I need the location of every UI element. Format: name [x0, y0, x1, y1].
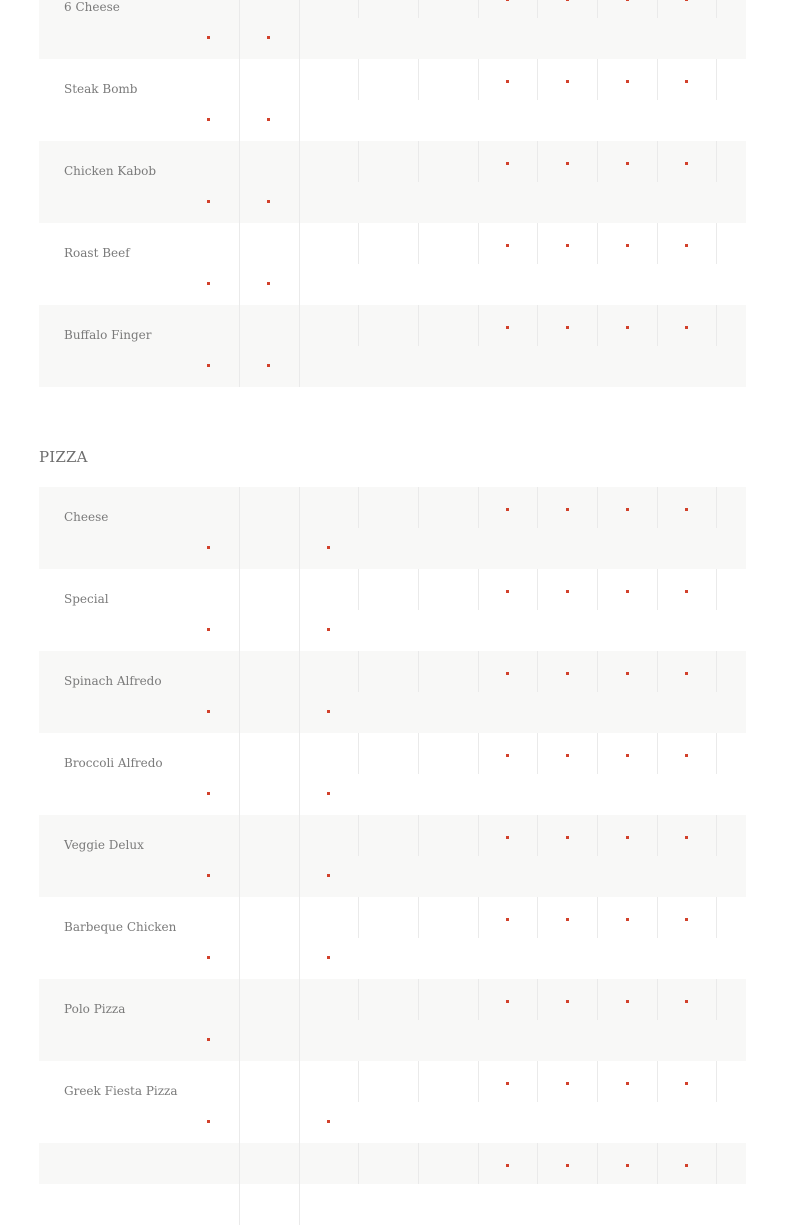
column-divider	[299, 815, 300, 897]
availability-dot	[506, 836, 509, 839]
column-divider	[537, 815, 538, 856]
column-divider	[657, 0, 658, 18]
column-divider	[537, 487, 538, 528]
availability-dot	[207, 956, 210, 959]
menu-row	[39, 305, 746, 387]
column-divider	[657, 979, 658, 1020]
availability-dot	[685, 754, 688, 757]
menu-row	[39, 979, 746, 1061]
availability-dot	[566, 80, 569, 83]
column-divider	[418, 979, 419, 1020]
column-divider	[478, 0, 479, 18]
availability-dot	[566, 1000, 569, 1003]
availability-dot	[207, 1038, 210, 1041]
column-divider	[478, 733, 479, 774]
column-divider	[537, 0, 538, 18]
availability-dot	[685, 162, 688, 165]
availability-dot	[506, 0, 509, 1]
column-divider	[657, 223, 658, 264]
availability-dot	[207, 710, 210, 713]
menu-item-name: 6 Cheese	[64, 0, 120, 14]
availability-dot	[626, 326, 629, 329]
availability-dot	[207, 792, 210, 795]
availability-dot	[267, 36, 270, 39]
column-divider	[299, 487, 300, 569]
availability-dot	[207, 36, 210, 39]
menu-item-name: Spinach Alfredo	[64, 674, 162, 688]
column-divider	[358, 1143, 359, 1184]
availability-dot	[506, 590, 509, 593]
column-divider	[597, 305, 598, 346]
column-divider	[478, 815, 479, 856]
column-divider	[358, 487, 359, 528]
column-divider	[597, 487, 598, 528]
column-divider	[418, 487, 419, 528]
menu-row	[39, 733, 746, 815]
menu-item-name: Polo Pizza	[64, 1002, 126, 1016]
menu-item-name: Greek Fiesta Pizza	[64, 1084, 178, 1098]
column-divider	[358, 897, 359, 938]
column-divider	[716, 1061, 717, 1102]
column-divider	[597, 141, 598, 182]
availability-dot	[626, 1000, 629, 1003]
column-divider	[418, 897, 419, 938]
availability-dot	[685, 0, 688, 1]
availability-dot	[506, 918, 509, 921]
column-divider	[239, 569, 240, 651]
availability-dot	[566, 508, 569, 511]
menu-item-name: Broccoli Alfredo	[64, 756, 163, 770]
availability-dot	[566, 918, 569, 921]
column-divider	[597, 979, 598, 1020]
column-divider	[478, 979, 479, 1020]
column-divider	[597, 1061, 598, 1102]
availability-dot	[207, 200, 210, 203]
availability-dot	[626, 0, 629, 1]
column-divider	[597, 733, 598, 774]
column-divider	[478, 141, 479, 182]
column-divider	[537, 1061, 538, 1102]
column-divider	[657, 59, 658, 100]
column-divider	[418, 651, 419, 692]
column-divider	[299, 897, 300, 979]
column-divider	[657, 487, 658, 528]
column-divider	[239, 733, 240, 815]
menu-item-name: Chicken Kabob	[64, 164, 157, 178]
menu-row	[39, 1143, 746, 1184]
column-divider	[597, 0, 598, 18]
availability-dot	[327, 1120, 330, 1123]
column-divider	[299, 141, 300, 223]
availability-dot	[626, 672, 629, 675]
column-divider	[657, 1061, 658, 1102]
column-divider	[657, 305, 658, 346]
column-divider	[478, 1061, 479, 1102]
column-divider	[358, 141, 359, 182]
column-divider	[299, 1061, 300, 1143]
menu-row	[39, 569, 746, 651]
availability-dot	[566, 0, 569, 1]
column-divider	[299, 733, 300, 815]
column-divider	[239, 1143, 240, 1225]
column-divider	[716, 305, 717, 346]
column-divider	[657, 569, 658, 610]
column-divider	[299, 979, 300, 1061]
column-divider	[358, 979, 359, 1020]
availability-dot	[685, 508, 688, 511]
availability-dot	[506, 162, 509, 165]
column-divider	[418, 59, 419, 100]
column-divider	[716, 59, 717, 100]
column-divider	[418, 1143, 419, 1184]
column-divider	[597, 897, 598, 938]
column-divider	[239, 1061, 240, 1143]
availability-dot	[506, 80, 509, 83]
availability-dot	[566, 754, 569, 757]
column-divider	[716, 141, 717, 182]
column-divider	[597, 59, 598, 100]
subs-menu-table	[39, 0, 746, 387]
availability-dot	[207, 282, 210, 285]
column-divider	[418, 815, 419, 856]
column-divider	[478, 897, 479, 938]
column-divider	[478, 223, 479, 264]
column-divider	[478, 1143, 479, 1184]
availability-dot	[685, 326, 688, 329]
availability-dot	[207, 364, 210, 367]
column-divider	[358, 59, 359, 100]
availability-dot	[685, 836, 688, 839]
column-divider	[239, 223, 240, 305]
menu-row	[39, 487, 746, 569]
availability-dot	[626, 1082, 629, 1085]
availability-dot	[506, 1000, 509, 1003]
column-divider	[537, 59, 538, 100]
column-divider	[418, 0, 419, 18]
column-divider	[716, 1143, 717, 1184]
availability-dot	[327, 546, 330, 549]
menu-row	[39, 1061, 746, 1143]
column-divider	[239, 815, 240, 897]
section-title-pizza: PIZZA	[39, 448, 88, 466]
menu-row	[39, 223, 746, 305]
column-divider	[716, 651, 717, 692]
availability-dot	[327, 874, 330, 877]
column-divider	[537, 733, 538, 774]
menu-row	[39, 651, 746, 733]
column-divider	[597, 815, 598, 856]
availability-dot	[267, 200, 270, 203]
availability-dot	[566, 1082, 569, 1085]
availability-dot	[506, 672, 509, 675]
column-divider	[239, 305, 240, 387]
availability-dot	[626, 80, 629, 83]
column-divider	[657, 815, 658, 856]
menu-row	[39, 815, 746, 897]
availability-dot	[207, 546, 210, 549]
column-divider	[239, 897, 240, 979]
column-divider	[418, 305, 419, 346]
availability-dot	[626, 244, 629, 247]
column-divider	[537, 569, 538, 610]
column-divider	[418, 141, 419, 182]
availability-dot	[566, 326, 569, 329]
column-divider	[716, 223, 717, 264]
column-divider	[597, 569, 598, 610]
column-divider	[478, 305, 479, 346]
column-divider	[239, 0, 240, 59]
availability-dot	[207, 874, 210, 877]
column-divider	[537, 651, 538, 692]
availability-dot	[267, 282, 270, 285]
column-divider	[716, 815, 717, 856]
column-divider	[358, 733, 359, 774]
column-divider	[239, 651, 240, 733]
column-divider	[299, 305, 300, 387]
column-divider	[716, 569, 717, 610]
column-divider	[358, 223, 359, 264]
availability-dot	[685, 1164, 688, 1167]
column-divider	[537, 305, 538, 346]
column-divider	[299, 569, 300, 651]
menu-row	[39, 141, 746, 223]
column-divider	[239, 979, 240, 1061]
column-divider	[716, 733, 717, 774]
column-divider	[716, 0, 717, 18]
column-divider	[299, 59, 300, 141]
column-divider	[537, 141, 538, 182]
menu-item-name: Buffalo Finger	[64, 328, 152, 342]
availability-dot	[685, 672, 688, 675]
column-divider	[657, 1143, 658, 1184]
availability-dot	[566, 162, 569, 165]
column-divider	[657, 651, 658, 692]
column-divider	[597, 651, 598, 692]
menu-item-name: Special	[64, 592, 109, 606]
availability-dot	[506, 1082, 509, 1085]
column-divider	[716, 979, 717, 1020]
column-divider	[478, 487, 479, 528]
column-divider	[478, 59, 479, 100]
column-divider	[358, 305, 359, 346]
menu-item-name: Barbeque Chicken	[64, 920, 177, 934]
availability-dot	[506, 754, 509, 757]
availability-dot	[626, 1164, 629, 1167]
availability-dot	[626, 918, 629, 921]
availability-dot	[207, 1120, 210, 1123]
menu-row	[39, 897, 746, 979]
availability-dot	[626, 754, 629, 757]
column-divider	[418, 223, 419, 264]
column-divider	[537, 979, 538, 1020]
availability-dot	[566, 1164, 569, 1167]
column-divider	[716, 897, 717, 938]
availability-dot	[626, 162, 629, 165]
column-divider	[299, 0, 300, 59]
availability-dot	[566, 244, 569, 247]
availability-dot	[267, 118, 270, 121]
availability-dot	[207, 118, 210, 121]
availability-dot	[685, 590, 688, 593]
column-divider	[657, 733, 658, 774]
menu-item-name: Veggie Delux	[64, 838, 144, 852]
column-divider	[358, 815, 359, 856]
menu-item-name: Roast Beef	[64, 246, 130, 260]
availability-dot	[685, 80, 688, 83]
availability-dot	[506, 326, 509, 329]
column-divider	[239, 59, 240, 141]
availability-dot	[267, 364, 270, 367]
column-divider	[597, 1143, 598, 1184]
availability-dot	[685, 1000, 688, 1003]
column-divider	[478, 569, 479, 610]
column-divider	[358, 569, 359, 610]
menu-row	[39, 59, 746, 141]
column-divider	[478, 651, 479, 692]
column-divider	[358, 651, 359, 692]
availability-dot	[626, 590, 629, 593]
column-divider	[418, 733, 419, 774]
availability-dot	[685, 1082, 688, 1085]
availability-dot	[685, 244, 688, 247]
column-divider	[239, 487, 240, 569]
availability-dot	[506, 244, 509, 247]
column-divider	[299, 1143, 300, 1225]
column-divider	[358, 0, 359, 18]
availability-dot	[327, 710, 330, 713]
availability-dot	[626, 508, 629, 511]
column-divider	[537, 897, 538, 938]
column-divider	[299, 223, 300, 305]
menu-item-name: Cheese	[64, 510, 109, 524]
pizza-menu-table	[39, 487, 746, 1184]
column-divider	[597, 223, 598, 264]
column-divider	[537, 1143, 538, 1184]
availability-dot	[685, 918, 688, 921]
column-divider	[358, 1061, 359, 1102]
column-divider	[657, 897, 658, 938]
menu-row	[39, 0, 746, 59]
column-divider	[537, 223, 538, 264]
column-divider	[418, 569, 419, 610]
column-divider	[418, 1061, 419, 1102]
availability-dot	[327, 792, 330, 795]
column-divider	[657, 141, 658, 182]
availability-dot	[566, 590, 569, 593]
column-divider	[299, 651, 300, 733]
availability-dot	[207, 628, 210, 631]
availability-dot	[327, 956, 330, 959]
availability-dot	[327, 628, 330, 631]
availability-dot	[506, 508, 509, 511]
availability-dot	[506, 1164, 509, 1167]
availability-dot	[566, 836, 569, 839]
availability-dot	[626, 836, 629, 839]
menu-item-name: Steak Bomb	[64, 82, 138, 96]
availability-dot	[566, 672, 569, 675]
column-divider	[716, 487, 717, 528]
column-divider	[239, 141, 240, 223]
